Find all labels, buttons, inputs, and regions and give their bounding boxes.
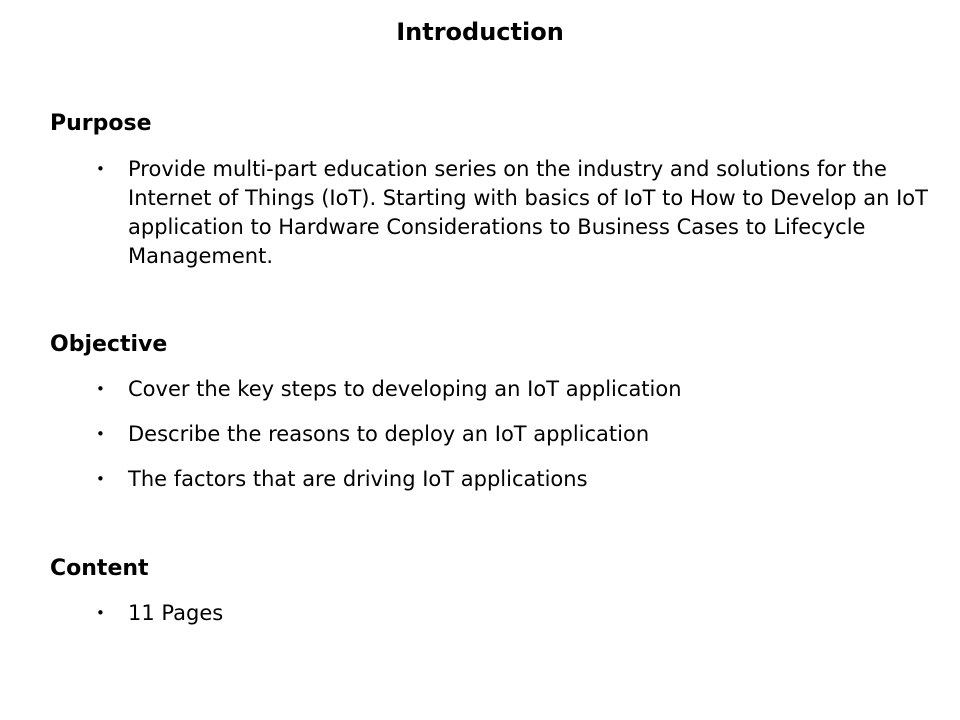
purpose-item-text: Provide multi-part education series on the industry and solutions for the Internet of Things (IoT). Starting with basics of IoT to How to Develop an IoT application to Hardware Considerations to Business Cases to Lifecycle Management. bbox=[128, 157, 928, 268]
bullet-icon: • bbox=[96, 425, 105, 443]
objective-list bbox=[50, 375, 930, 494]
bullet-icon: • bbox=[96, 380, 105, 398]
bullet-icon: • bbox=[96, 604, 105, 622]
bullet-icon: • bbox=[96, 160, 105, 178]
objective-item-text: Describe the reasons to deploy an IoT application bbox=[128, 422, 650, 446]
objective-heading: Objective bbox=[50, 332, 168, 357]
purpose-list bbox=[50, 155, 930, 271]
purpose-section bbox=[50, 109, 930, 271]
list-item bbox=[50, 155, 930, 271]
content-item-text: 11 Pages bbox=[128, 601, 224, 625]
list-item bbox=[50, 420, 930, 449]
bullet-icon: • bbox=[96, 470, 105, 488]
content-list bbox=[50, 599, 930, 628]
objective-item-text: Cover the key steps to developing an IoT application bbox=[128, 377, 682, 401]
slide-title: Introduction bbox=[396, 18, 564, 46]
objective-section bbox=[50, 330, 930, 494]
list-item bbox=[50, 465, 930, 494]
content-heading: Content bbox=[50, 556, 149, 581]
list-item bbox=[50, 375, 930, 404]
content-section bbox=[50, 554, 930, 628]
list-item bbox=[50, 599, 930, 628]
objective-item-text: The factors that are driving IoT applications bbox=[128, 467, 588, 491]
purpose-heading: Purpose bbox=[50, 111, 152, 136]
